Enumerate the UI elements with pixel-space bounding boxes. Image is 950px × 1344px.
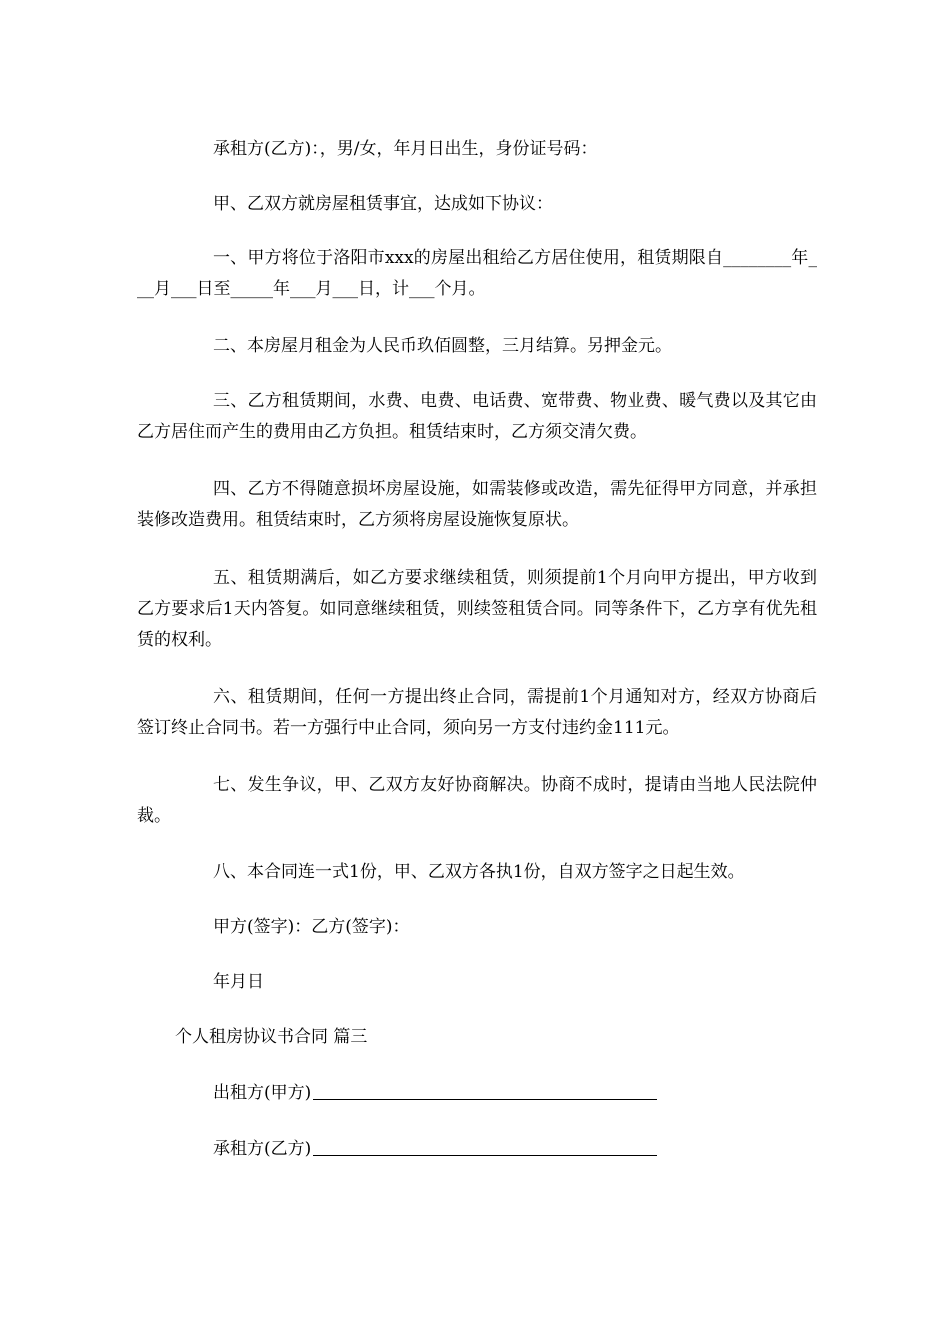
paragraph-clause-8: 八、本合同连一式1份，甲、乙双方各执1份，自双方签字之日起生效。 xyxy=(213,862,745,882)
paragraph-clause-6: 六、租赁期间，任何一方提出终止合同，需提前1个月通知对方，经双方协商后签订终止合同书。若一方强行中止合同，须向另一方支付违约金111元。 xyxy=(137,687,817,738)
signature-line: 甲方(签字)：乙方(签字)： xyxy=(213,917,410,937)
lessee-label: 承租方(乙方) xyxy=(213,1139,312,1159)
paragraph-agreement-intro: 甲、乙双方就房屋租赁事宜，达成如下协议： xyxy=(213,194,553,214)
paragraph-clause-7: 七、发生争议，甲、乙双方友好协商解决。协商不成时，提请由当地人民法院仲裁。 xyxy=(137,775,817,826)
paragraph-clause-5: 五、租赁期满后，如乙方要求继续租赁，则须提前1个月向甲方提出，甲方收到乙方要求后1天内答复。如同意继续租赁，则续签租赁合同。同等条件下，乙方享有优先租赁的权利。 xyxy=(137,568,817,650)
paragraph-clause-3: 三、乙方租赁期间，水费、电费、电话费、宽带费、物业费、暖气费以及其它由乙方居住而产生的费用由乙方负担。租赁结束时，乙方须交清欠费。 xyxy=(137,391,817,442)
paragraph-lessee-info: 承租方(乙方)：，男/女，年月日出生，身份证号码： xyxy=(213,139,598,159)
paragraph-clause-1: 一、甲方将位于洛阳市xxx的房屋出租给乙方居住使用，租赁期限自________年___月___日至_____年___月___日，计___个月。 xyxy=(137,248,817,299)
lessee-blank xyxy=(313,1138,657,1156)
section-heading: 个人租房协议书合同 篇三 xyxy=(175,1027,368,1047)
paragraph-clause-4: 四、乙方不得随意损坏房屋设施，如需装修或改造，需先征得甲方同意，并承担装修改造费用。租赁结束时，乙方须将房屋设施恢复原状。 xyxy=(137,479,817,530)
lessor-label: 出租方(甲方) xyxy=(213,1083,312,1103)
date-line: 年月日 xyxy=(213,972,264,992)
paragraph-clause-2: 二、本房屋月租金为人民币玖佰圆整，三月结算。另押金元。 xyxy=(213,336,672,356)
lessor-field xyxy=(213,1078,657,1109)
lessor-blank xyxy=(313,1082,657,1100)
lessee-field xyxy=(213,1134,657,1165)
